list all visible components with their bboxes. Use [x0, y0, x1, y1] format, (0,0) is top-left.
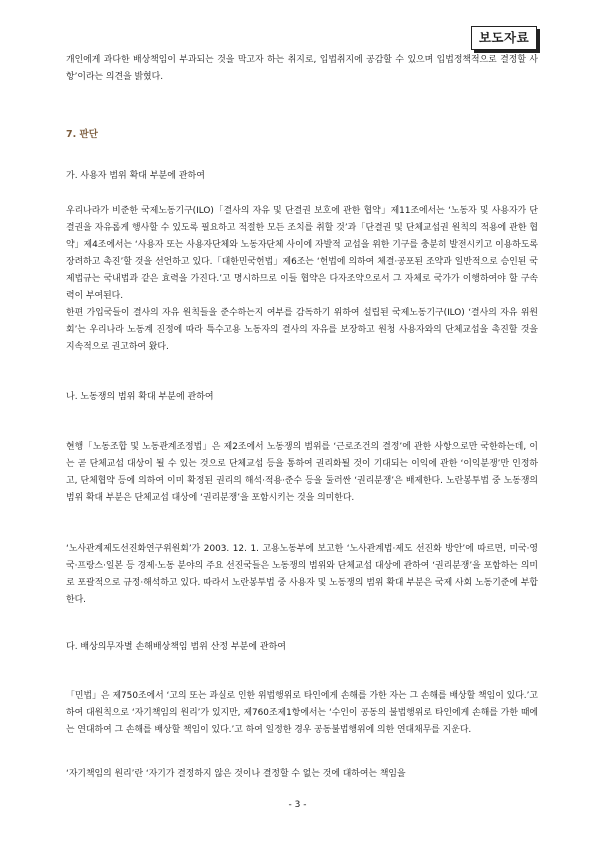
- subsection-heading-b: 나. 노동쟁의 범위 확대 부분에 관하여: [66, 392, 214, 402]
- paragraph-a2: 한편 가입국들이 결사의 자유 원칙들을 준수하는지 여부를 감독하기 위하여 설립된 국제노동기구(ILO) ‘결사의 자유 위원회’는 우리나라 노동계 진정에 따라 특수고용 노동자의 결사의 자유를 보장하고 원청 사용자와의 단체교섭을 촉진할 것을 지속적으로 권고하여 왔다.: [66, 308, 538, 352]
- paragraph-b2: ‘노사관계제도선진화연구위원회’가 2003. 12. 1. 고용노동부에 보고한 ‘노사관계법·제도 선진화 방안’에 따르면, 미국·영국·프랑스·일본 등 경제·노동 분야의 주요 선진국들은 노동쟁의 범위와 단체교섭 대상에 관하여 ‘권리분쟁’을 포함하는 의미로 포괄적으로 규정·해석하고 있다. 따라서 노란봉투법 중 사용자 및 노동쟁의 범위 확대 부분은 국제 사회 노동기준에 부합한다.: [66, 544, 538, 605]
- section-title: 7. 판단: [66, 129, 98, 140]
- subsection-heading-a: 가. 사용자 범위 확대 부분에 관하여: [66, 171, 205, 181]
- paragraph-b1: 현행「노동조합 및 노동관계조정법」은 제2조에서 노동쟁의 범위를 ‘근로조건의 결정’에 관한 사항으로만 국한하는데, 이는 곧 단체교섭 대상이 될 수 있는 것으로 단체교섭 등을 통하여 권리화될 것이 기대되는 이익에 관한 ‘이익분쟁’만 인정하고, 단체협약 등에 의하여 이미 확정된 권리의 해석·적용·준수 등을 둘러싼 ‘권리분쟁’은 배제한다. 노란봉투법 중 노동쟁의 범위 확대 부분은 단체교섭 대상에 ‘권리분쟁’을 포함시키는 것을 의미한다.: [66, 442, 538, 503]
- subsection-heading-c: 다. 배상의무자별 손해배상책임 범위 산정 부분에 관하여: [66, 642, 286, 652]
- intro-paragraph: 개인에게 과다한 배상책임이 부과되는 것을 막고자 하는 취지로, 입법취지에 공감할 수 있으며 입법정책적으로 결정할 사항’이라는 의견을 밝혔다.: [66, 55, 538, 82]
- paragraph-c1: 「민법」은 제750조에서 ‘고의 또는 과실로 인한 위법행위로 타인에게 손해를 가한 자는 그 손해를 배상할 책임이 있다.’고 하여 대원칙으로 ‘자기책임의 원리’가 있지만, 제760조제1항에서는 ‘수인이 공동의 불법행위로 타인에게 손해를 가한 때에는 연대하여 그 손해를 배상할 책임이 있다.’고 하여 일정한 경우 공동불법행위에 의한 연대채무를 지운다.: [66, 691, 538, 735]
- press-release-badge: 보도자료: [471, 26, 537, 50]
- page-number: - 3 -: [288, 800, 307, 810]
- paragraph-c2: ‘자기책임의 원리’란 ‘자기가 결정하지 않은 것이나 결정할 수 없는 것에 대하여는 책임을: [66, 769, 406, 779]
- paragraph-a1: 우리나라가 비준한 국제노동기구(ILO)「결사의 자유 및 단결권 보호에 관한 협약」제11조에서는 ‘노동자 및 사용자가 단결권을 자유롭게 행사할 수 있도록 필요하고 적절한 모든 조치를 취할 것’과「단결권 및 단체교섭권 원칙의 적용에 관한 협약」제4조에서는 ‘사용자 또는 사용자단체와 노동자단체 사이에 자발적 교섭을 위한 기구를 충분히 발전시키고 이용하도록 장려하고 촉진’할 것을 선언하고 있다.「대한민국헌법」제6조는 ‘헌법에 의하여 체결·공포된 조약과 일반적으로 승인된 국제법규는 국내법과 같은 효력을 가진다.’고 명시하므로 이들 협약은 다자조약으로서 그 자체로 국가가 이행하여야 할 구속력이 부여된다.: [66, 206, 538, 301]
